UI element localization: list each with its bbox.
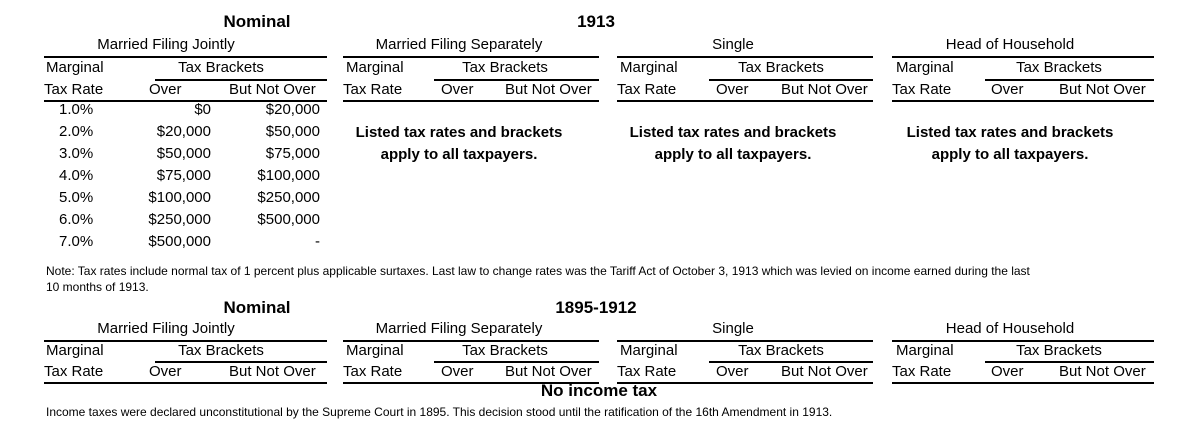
tax-rate-cell: 3.0% [59,145,94,162]
header-rule [892,382,1154,384]
but-not-over-header: But Not Over [1059,363,1146,380]
but-not-over-cell: $75,000 [265,145,320,162]
over-cell: $500,000 [148,233,211,250]
over-cell: $75,000 [156,167,211,184]
over-cell: $250,000 [148,211,211,228]
year-title: 1895-1912 [555,298,637,317]
over-header: Over [149,363,182,380]
tax-rate-cell: 5.0% [59,189,94,206]
but-not-over-cell: $20,000 [265,101,320,118]
note-line2: 10 months of 1913. [46,280,149,294]
tax-rate-header: Tax Rate [343,363,403,380]
but-not-over-header: But Not Over [1059,81,1146,98]
tax-brackets-header: Tax Brackets [178,342,264,359]
group-head-of-household: Head of Household [945,320,1075,337]
listed-note-line1: Listed tax rates and brackets [906,124,1114,141]
over-cell: $100,000 [148,189,211,206]
marginal-header: Marginal [896,59,954,76]
group-rule [44,56,327,58]
over-header: Over [716,363,749,380]
tax-brackets-header: Tax Brackets [178,59,264,76]
group-rule [617,56,873,58]
tax-brackets-header: Tax Brackets [738,59,824,76]
listed-note-line1: Listed tax rates and brackets [629,124,837,141]
group-single: Single [712,36,754,53]
tax-brackets-header: Tax Brackets [1016,59,1102,76]
but-not-over-header: But Not Over [505,81,592,98]
tax-rate-header: Tax Rate [44,81,104,98]
but-not-over-header: But Not Over [781,363,868,380]
tax-rate-header: Tax Rate [892,363,952,380]
header-rule [44,382,327,384]
group-married-filing-separately: Married Filing Separately [375,320,543,337]
no-income-tax-label: No income tax [540,381,658,400]
note-line1: Note: Tax rates include normal tax of 1 percent plus applicable surtaxes. Last law to change rates was the Tariff Act of October 3, 1913 which was levied on income earned during the last [46,264,1030,278]
tax-brackets-header: Tax Brackets [738,342,824,359]
tax-brackets-header: Tax Brackets [462,59,548,76]
tax-rate-cell: 2.0% [59,123,94,140]
marginal-header: Marginal [46,342,104,359]
group-single: Single [712,320,754,337]
listed-note-line2: apply to all taxpayers. [654,146,812,163]
tax-rate-header: Tax Rate [892,81,952,98]
tax-brackets-header: Tax Brackets [462,342,548,359]
over-header: Over [441,363,474,380]
tax-rate-header: Tax Rate [343,81,403,98]
tax-rate-cell: 6.0% [59,211,94,228]
group-head-of-household: Head of Household [945,36,1075,53]
nominal-label: Nominal [223,12,291,31]
group-married-filing-separately: Married Filing Separately [375,36,543,53]
over-header: Over [149,81,182,98]
marginal-header: Marginal [46,59,104,76]
over-header: Over [991,363,1024,380]
over-cell: $0 [194,101,211,118]
group-married-filing-jointly: Married Filing Jointly [97,36,235,53]
marginal-header: Marginal [346,59,404,76]
tax-rate-cell: 4.0% [59,167,94,184]
but-not-over-header: But Not Over [229,81,316,98]
but-not-over-header: But Not Over [781,81,868,98]
but-not-over-header: But Not Over [505,363,592,380]
marginal-header: Marginal [620,59,678,76]
group-rule [892,56,1154,58]
nominal-label: Nominal [223,298,291,317]
tax-rate-cell: 7.0% [59,233,94,250]
group-married-filing-jointly: Married Filing Jointly [97,320,235,337]
listed-note-line1: Listed tax rates and brackets [355,124,563,141]
marginal-header: Marginal [346,342,404,359]
tax-brackets-header: Tax Brackets [1016,342,1102,359]
year-title: 1913 [577,12,615,31]
footnote: Income taxes were declared unconstitutional by the Supreme Court in 1895. This decision stood until the ratification of the 16th Amendment in 1913. [46,405,833,419]
tax-rate-header: Tax Rate [44,363,104,380]
header-rule [892,100,1154,102]
over-cell: $50,000 [156,145,211,162]
over-header: Over [441,81,474,98]
but-not-over-header: But Not Over [229,363,316,380]
marginal-header: Marginal [620,342,678,359]
but-not-over-cell: $500,000 [257,211,320,228]
tax-rate-header: Tax Rate [617,363,677,380]
but-not-over-cell: - [315,233,320,250]
listed-note-line2: apply to all taxpayers. [380,146,538,163]
but-not-over-cell: $50,000 [265,123,320,140]
listed-note-line2: apply to all taxpayers. [931,146,1089,163]
but-not-over-cell: $100,000 [257,167,320,184]
over-header: Over [991,81,1024,98]
group-rule [343,56,599,58]
but-not-over-cell: $250,000 [257,189,320,206]
over-cell: $20,000 [156,123,211,140]
header-rule [343,100,599,102]
marginal-header: Marginal [896,342,954,359]
tax-rate-header: Tax Rate [617,81,677,98]
over-header: Over [716,81,749,98]
header-rule [617,100,873,102]
tax-rate-cell: 1.0% [59,101,94,118]
